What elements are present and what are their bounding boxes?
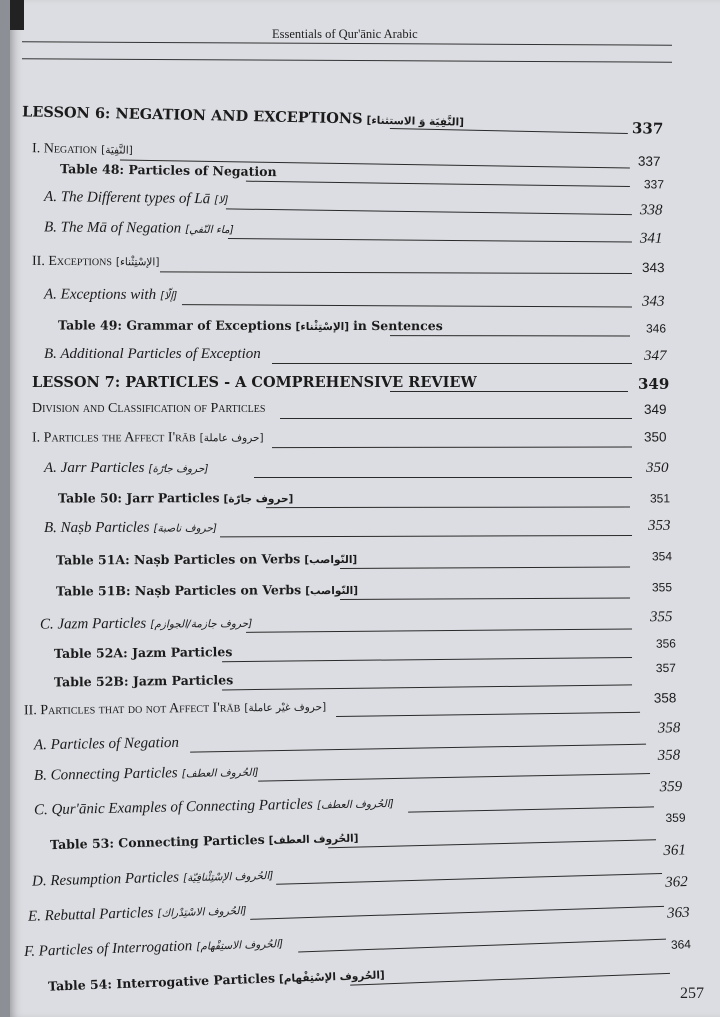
- toc-arabic-term: [الحُروف الإسْتِفْهام]: [278, 969, 385, 986]
- toc-entry-title: [32, 254, 159, 270]
- toc-page-number: 337: [637, 153, 661, 170]
- toc-page-number: 354: [651, 549, 673, 564]
- toc-arabic-term: [حروف غيْر عاملة]: [244, 701, 327, 715]
- toc-page-number: 356: [655, 636, 677, 651]
- toc-page-number: 343: [641, 260, 665, 276]
- toc-arabic-term: [إلّا]: [160, 290, 178, 303]
- toc-title-text: Table 50: Jarr Particles: [57, 490, 220, 506]
- toc-arabic-term: [الحُروف الاستِفْهام]: [196, 937, 284, 954]
- toc-arabic-term: [حروف جارّة]: [148, 463, 209, 475]
- toc-page-number: 362: [665, 874, 689, 891]
- toc-title-text: LESSON 6: NEGATION AND EXCEPTIONS: [21, 103, 363, 128]
- toc-page-number: 361: [663, 842, 687, 859]
- toc-entry: [10, 219, 720, 251]
- toc-title-text: I. Negation: [31, 141, 98, 158]
- toc-leader-line: [340, 597, 630, 600]
- toc-arabic-term: [حروف عاملة]: [199, 432, 264, 445]
- toc-entry-title: [56, 582, 358, 599]
- book-page: [10, 0, 720, 1017]
- toc-page-number: 355: [649, 609, 673, 626]
- toc-arabic-term: [الإسْتِثْناء]: [295, 320, 350, 334]
- toc-title-text: LESSON 7: PARTICLES - A COMPREHENSIVE REVIEW: [32, 374, 477, 391]
- toc-entry-title: [54, 672, 233, 689]
- toc-entry: [10, 317, 720, 344]
- toc-arabic-term: [النّواصب]: [304, 553, 358, 567]
- toc-title-text: Table 54: Interrogative Particles: [47, 970, 276, 994]
- toc-entry: [10, 374, 720, 400]
- toc-leader-line: [390, 391, 628, 392]
- toc-title-text: Table 53: Connecting Particles: [49, 831, 265, 853]
- running-header: Essentials of Qur'ānic Arabic: [272, 27, 418, 41]
- toc-entry: [10, 549, 720, 579]
- toc-entry-title: [40, 615, 253, 634]
- toc-entry: [10, 460, 720, 486]
- toc-entry-title: [44, 460, 208, 477]
- toc-leader-line: [340, 566, 630, 569]
- toc-entry: [10, 429, 720, 456]
- toc-entry: [10, 103, 720, 144]
- toc-entry-title: [32, 374, 477, 391]
- toc-leader-line: [246, 181, 630, 187]
- toc-entry: [10, 489, 720, 516]
- toc-leader-line: [246, 628, 632, 632]
- toc-entry-title: [32, 867, 274, 891]
- toc-title-text: A. Jarr Particles: [44, 460, 145, 476]
- toc-title-text: A. The Different types of Lā: [43, 188, 211, 208]
- toc-page-number: 341: [639, 230, 663, 247]
- toc-entry-title: [54, 644, 233, 661]
- toc-leader-line: [336, 712, 640, 717]
- toc-entry-title: [44, 219, 234, 238]
- toc-title-text: Division and Classification of Particles: [32, 401, 266, 416]
- toc-arabic-term: [النَّفِيَة وَ الاستثناء]: [366, 114, 465, 129]
- toc-title-text: D. Resumption Particles: [31, 869, 180, 890]
- toc-page-number: 346: [645, 321, 667, 336]
- toc-arabic-term: [الحُروف الاسْتِدْراك]: [157, 904, 247, 920]
- toc-page-number: 338: [639, 202, 663, 219]
- toc-leader-line: [272, 363, 632, 364]
- toc-arabic-term: [ماء النّفي]: [185, 223, 234, 237]
- toc-title-text: C. Jazm Particles: [39, 615, 147, 633]
- toc-page-number: 347: [644, 348, 667, 364]
- toc-page-number: 364: [670, 937, 692, 952]
- toc-arabic-term: [لا]: [214, 194, 229, 207]
- toc-entry-title: [22, 103, 464, 129]
- toc-arabic-term: [الحُروف العطف]: [268, 832, 359, 847]
- toc-title-text: Table 51A: Naṣb Particles on Verbs: [55, 551, 301, 568]
- toc-page-number: 359: [659, 778, 683, 796]
- toc-page-number: 350: [643, 429, 667, 445]
- toc-page-number: 343: [641, 293, 665, 310]
- toc-leader-line: [280, 418, 632, 419]
- toc-title-text: Table 52A: Jazm Particles: [53, 644, 233, 661]
- toc-page-number: 358: [653, 690, 677, 706]
- toc-entry-title: [24, 699, 326, 719]
- toc-entry-title: [32, 430, 264, 446]
- toc-arabic-term: [حروف ناصبة]: [153, 522, 218, 535]
- toc-entry-title: [58, 490, 293, 505]
- toc-entry: [10, 401, 720, 427]
- toc-leader-line: [350, 973, 670, 986]
- toc-leader-line: [390, 128, 628, 134]
- toc-leader-line: [250, 906, 664, 920]
- page-number: 257: [680, 985, 704, 1002]
- toc-page-number: 350: [646, 460, 669, 476]
- toc-entry-title: [28, 902, 247, 926]
- toc-page-number: 357: [655, 660, 676, 676]
- toc-page-number: 349: [644, 402, 667, 417]
- toc-leader-line: [182, 304, 632, 307]
- toc-entry-title: [34, 795, 394, 820]
- toc-title-text: II. Exceptions: [31, 253, 112, 270]
- toc-title-text: B. Additional Particles of Exception: [44, 346, 261, 362]
- toc-entry-title: [44, 519, 217, 537]
- toc-arabic-term: [الحُروف العطف]: [316, 797, 394, 812]
- toc-arabic-term: [الحُروف العطف]: [181, 766, 259, 781]
- toc-title-text: B. The Mā of Negation: [43, 219, 182, 237]
- header-rule-bottom: [22, 58, 672, 62]
- toc-arabic-term: [النَّفِيَة]: [101, 144, 133, 157]
- toc-leader-line: [222, 657, 632, 662]
- toc-entry-title: [48, 966, 385, 993]
- toc-title-text: E. Rebuttal Particles: [27, 904, 154, 925]
- toc-page-number: 337: [631, 119, 664, 138]
- toc-page-number: 358: [657, 720, 681, 737]
- toc-leader-line: [190, 744, 646, 753]
- toc-entry-title: [44, 346, 261, 363]
- toc-page-number: 358: [657, 747, 681, 764]
- toc-leader-line: [228, 238, 632, 243]
- toc-entry-title: [32, 401, 265, 417]
- toc-leader-line: [254, 477, 632, 478]
- toc-arabic-term: [حروف جازمة/الجوازم]: [150, 617, 253, 631]
- toc-entry: [10, 254, 720, 282]
- toc-entry-title: [44, 286, 177, 304]
- toc-title-text: F. Particles of Interrogation: [23, 938, 193, 961]
- toc-title-text: I. Particles the Affect I'rāb: [31, 430, 196, 446]
- toc-arabic-term: [حروف جارّة]: [223, 493, 294, 506]
- toc-title-suffix: in Sentences: [353, 318, 443, 334]
- toc-title-text: Table 52B: Jazm Particles: [53, 672, 234, 690]
- toc-leader-line: [220, 535, 632, 537]
- toc-entry-title: [32, 141, 133, 159]
- toc-arabic-term: [النّواصب]: [305, 584, 359, 598]
- toc-title-text: Table 49: Grammar of Exceptions: [57, 317, 292, 333]
- toc-leader-line: [408, 806, 654, 812]
- toc-title-text: Table 48: Particles of Negation: [59, 161, 277, 180]
- toc-entry-title: [58, 318, 443, 334]
- toc-entry-title: [34, 735, 179, 755]
- toc-page-number: 355: [651, 580, 673, 595]
- toc-entry-title: [56, 551, 357, 568]
- toc-arabic-term: [الإسْتِثْناء]: [115, 256, 160, 269]
- toc-leader-line: [272, 446, 632, 448]
- toc-leader-line: [226, 208, 632, 215]
- toc-entry-title: [34, 764, 259, 785]
- toc-page-number: 353: [647, 517, 671, 534]
- toc-title-text: C. Qur'ānic Examples of Connecting Particles: [33, 796, 314, 819]
- toc-leader-line: [328, 839, 656, 848]
- toc-page-number: 363: [666, 904, 690, 922]
- toc-entry: [10, 518, 720, 546]
- toc-entry-title: [44, 189, 229, 209]
- toc-leader-line: [258, 773, 650, 782]
- page-corner-shadow: [10, 0, 24, 30]
- toc-page-number: 337: [643, 177, 665, 192]
- toc-entry: [10, 580, 720, 610]
- toc-title-text: Table 51B: Naṣb Particles on Verbs: [55, 582, 302, 599]
- toc-title-text: B. Naṣb Particles: [43, 519, 150, 537]
- toc-title-text: II. Particles that do not Affect I'rāb: [23, 700, 241, 719]
- toc-arabic-term: [الحُروف الإسْتِئْنافِيّة]: [182, 869, 274, 885]
- toc-leader-line: [390, 335, 630, 336]
- toc-leader-line: [222, 684, 632, 690]
- toc-entry: [10, 346, 720, 372]
- toc-page-number: 359: [665, 810, 686, 826]
- toc-leader-line: [160, 271, 632, 274]
- toc-entry: [10, 611, 720, 643]
- toc-title-text: B. Connecting Particles: [33, 765, 178, 784]
- toc-entry-title: [50, 830, 359, 853]
- toc-title-text: A. Particles of Negation: [33, 734, 180, 754]
- toc-entry-title: [60, 161, 277, 179]
- toc-page-number: 351: [649, 491, 671, 506]
- toc-page-number: 349: [638, 375, 670, 393]
- toc-entry: [10, 286, 720, 316]
- toc-leader-line: [298, 939, 666, 953]
- toc-entry-title: [24, 935, 284, 961]
- toc-title-text: A. Exceptions with: [43, 286, 157, 304]
- toc-leader-line: [276, 873, 662, 885]
- toc-leader-line: [266, 506, 630, 508]
